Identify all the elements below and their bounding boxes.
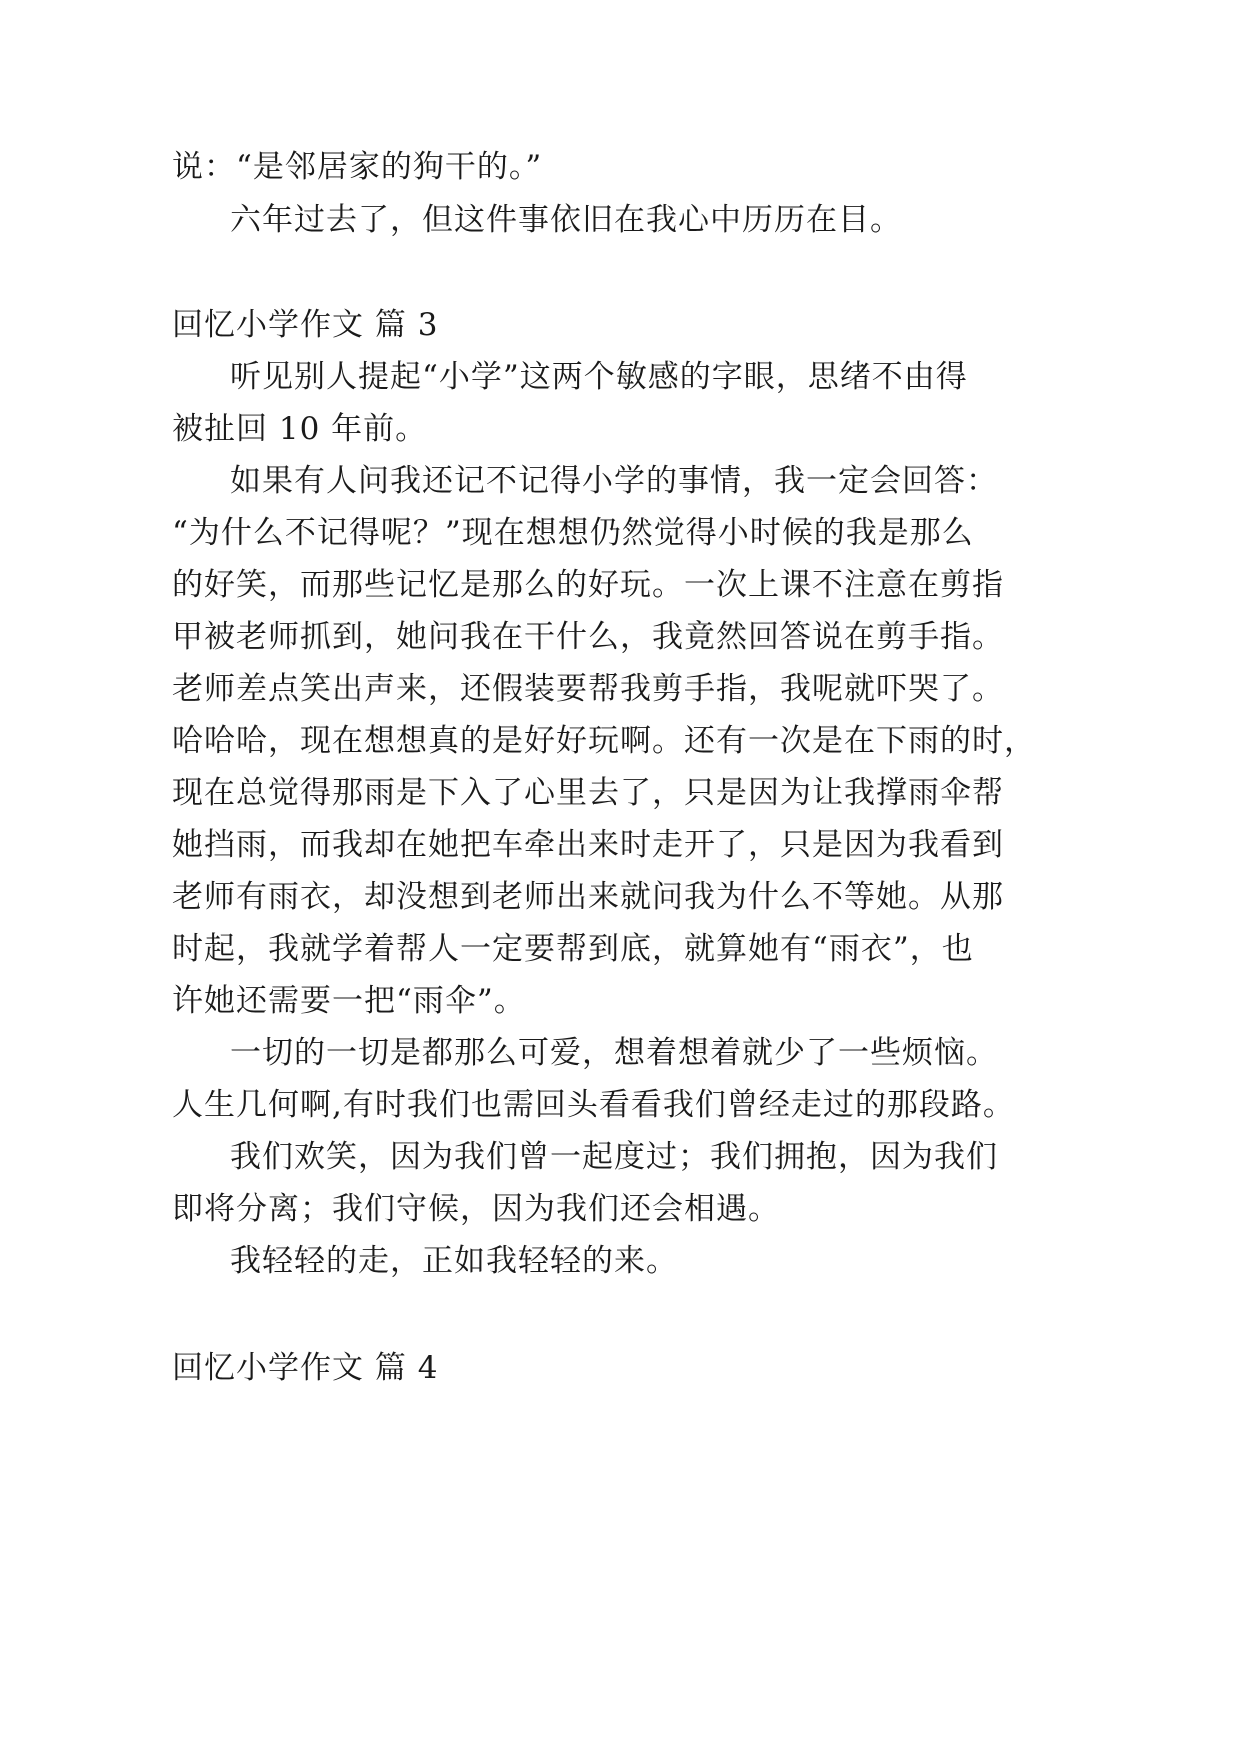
paragraph-line: 一切的一切是都那么可爱，想着想着就少了一些烦恼。 [230,1035,998,1071]
text-line: 现在总觉得那雨是下入了心里去了，只是因为让我撑雨伞帮 [172,775,1004,811]
text-line: 许她还需要一把“雨伞”。 [172,983,526,1019]
text-line: 老师差点笑出声来，还假装要帮我剪手指，我呢就吓哭了。 [172,671,1004,707]
text-line: 说：“是邻居家的狗干的。” [172,149,543,185]
text-line: 人生几何啊,有时我们也需回头看看我们曾经走过的那段路。 [172,1087,1015,1123]
paragraph-line: 如果有人问我还记不记得小学的事情，我一定会回答： [230,463,998,499]
paragraph-line: 六年过去了，但这件事依旧在我心中历历在目。 [230,202,902,238]
text-line: 甲被老师抓到，她问我在干什么，我竟然回答说在剪手指。 [172,619,1004,655]
text-line: 她挡雨，而我却在她把车牵出来时走开了，只是因为我看到 [172,827,1004,863]
text-line: 哈哈哈，现在想想真的是好好玩啊。还有一次是在下雨的时， [172,723,1036,759]
section-heading: 回忆小学作文 篇 4 [172,1350,439,1386]
text-line: 即将分离；我们守候，因为我们还会相遇。 [172,1191,780,1227]
text-line: “为什么不记得呢？”现在想想仍然觉得小时候的我是那么 [172,515,974,551]
text-line: 被扯回 10 年前。 [172,411,428,447]
text-line: 的好笑，而那些记忆是那么的好玩。一次上课不注意在剪指 [172,567,1004,603]
text-line: 老师有雨衣，却没想到老师出来就问我为什么不等她。从那 [172,879,1004,915]
paragraph-line: 听见别人提起“小学”这两个敏感的字眼，思绪不由得 [230,359,968,395]
section-heading: 回忆小学作文 篇 3 [172,307,439,343]
paragraph-line: 我们欢笑，因为我们曾一起度过；我们拥抱，因为我们 [230,1139,998,1175]
text-line: 时起，我就学着帮人一定要帮到底，就算她有“雨衣”，也 [172,931,974,967]
paragraph-line: 我轻轻的走，正如我轻轻的来。 [230,1243,678,1279]
